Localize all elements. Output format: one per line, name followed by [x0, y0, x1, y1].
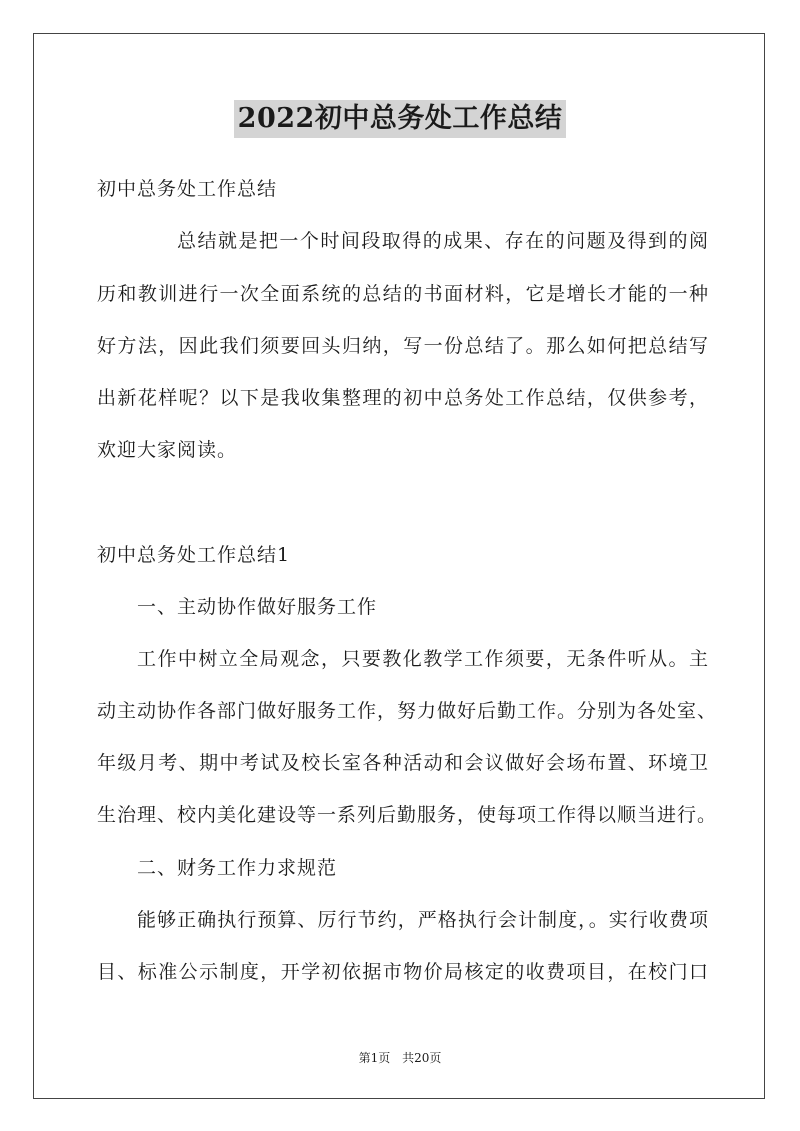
intro-line-1: 总结就是把一个时间段取得的成果、存在的问题及得到的阅 [177, 230, 709, 252]
intro-line-5: 欢迎大家阅读。 [97, 439, 238, 461]
item1-heading: 一、主动协作做好服务工作 [137, 596, 378, 618]
document-subtitle: 初中总务处工作总结 [97, 178, 278, 200]
item1-line-2: 动主动协作各部门做好服务工作，努力做好后勤工作。分别为各处室、 [97, 700, 718, 722]
page-footer [0, 1050, 800, 1066]
item1-line-3: 年级月考、期中考试及校长室各种活动和会议做好会场布置、环境卫 [97, 752, 709, 774]
intro-line-4: 出新花样呢？以下是我收集整理的初中总务处工作总结，仅供参考， [97, 387, 709, 409]
section-heading: 初中总务处工作总结1 [97, 544, 291, 566]
item2-line-2: 目、标准公示制度，开学初依据市物价局核定的收费项目，在校门口 [97, 961, 709, 983]
item2-heading: 二、财务工作力求规范 [137, 857, 338, 879]
item2-line-1: 能够正确执行预算、厉行节约，严格执行会计制度，。实行收费项 [137, 909, 709, 931]
intro-line-2: 历和教训进行一次全面系统的总结的书面材料，它是增长才能的一种 [97, 283, 709, 305]
intro-line-3: 好方法，因此我们须要回头归纳，写一份总结了。那么如何把总结写 [97, 335, 709, 357]
title-container [0, 100, 800, 138]
item1-line-4: 生治理、校内美化建设等一系列后勤服务，使每项工作得以顺当进行。 [97, 804, 718, 826]
page-number: 第1页 [358, 1051, 391, 1065]
document-title: 2022初中总务处工作总结 [234, 100, 567, 138]
page-total: 共20页 [402, 1051, 442, 1065]
item1-line-1: 工作中树立全局观念，只要教化教学工作须要，无条件听从。主 [137, 648, 709, 670]
